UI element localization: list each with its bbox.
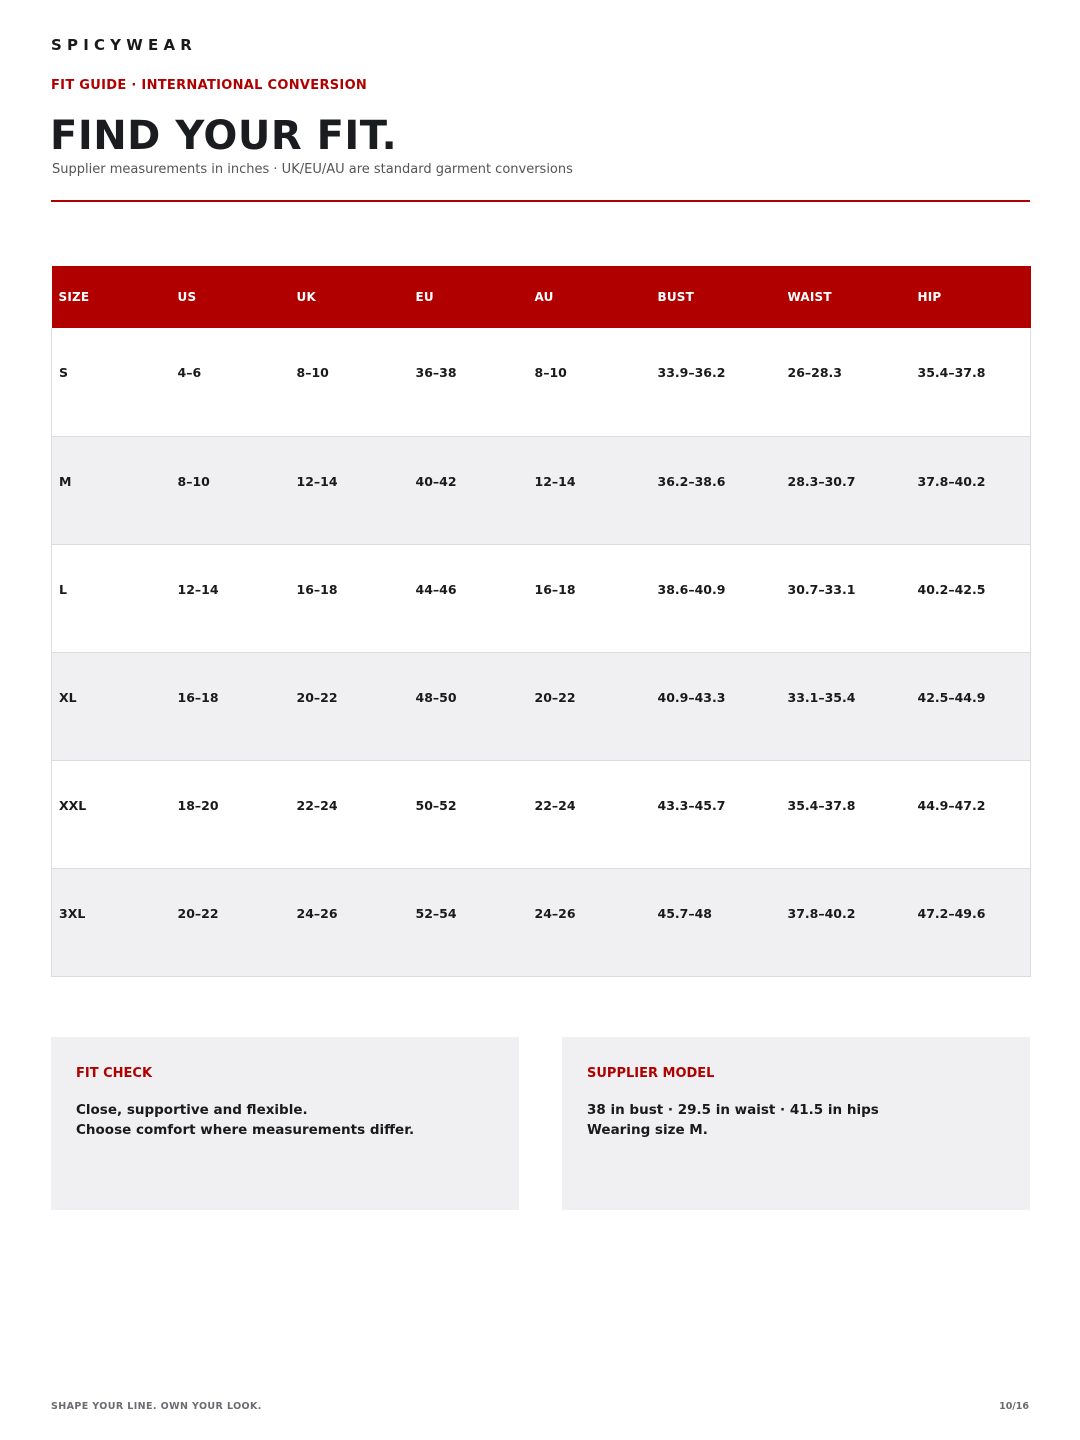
footer-tagline: SHAPE YOUR LINE. OWN YOUR LOOK.: [51, 1401, 262, 1412]
cell-waist: 26–28.3: [787, 365, 842, 381]
cell-hip: 47.2–49.6: [917, 905, 986, 921]
cell-eu: 52–54: [415, 905, 457, 921]
table-row: [52, 760, 1031, 868]
header-eu: EU: [415, 290, 434, 304]
cell-us: 8–10: [177, 473, 210, 489]
cell-au: 16–18: [534, 581, 576, 597]
cell-hip: 37.8–40.2: [917, 473, 986, 489]
cell-us: 16–18: [177, 689, 219, 705]
cell-hip: 35.4–37.8: [917, 365, 986, 381]
header-us: US: [177, 290, 197, 304]
cell-waist: 33.1–35.4: [787, 689, 856, 705]
cell-bust: 33.9–36.2: [657, 365, 726, 381]
size-conversion-table: [51, 266, 1031, 977]
cell-uk: 16–18: [296, 581, 338, 597]
cell-hip: 44.9–47.2: [917, 797, 986, 813]
cell-us: 12–14: [177, 581, 219, 597]
cell-uk: 22–24: [296, 797, 338, 813]
cell-size: S: [59, 365, 69, 381]
cell-eu: 40–42: [415, 473, 457, 489]
cell-au: 22–24: [534, 797, 576, 813]
cell-hip: 40.2–42.5: [917, 581, 986, 597]
table-row: [52, 652, 1031, 760]
fit-check-card: [51, 1037, 519, 1210]
cell-bust: 40.9–43.3: [657, 689, 726, 705]
cell-us: 4–6: [177, 365, 202, 381]
cell-uk: 20–22: [296, 689, 338, 705]
cell-au: 24–26: [534, 905, 576, 921]
title-divider: [51, 200, 1030, 202]
fit-check-title: FIT CHECK: [76, 1066, 153, 1081]
table-header-row: [52, 266, 1031, 328]
cell-size: 3XL: [59, 905, 86, 921]
supplier-model-line-2: Wearing size M.: [587, 1122, 708, 1138]
fit-check-line-2: Choose comfort where measurements differ.: [76, 1122, 415, 1138]
cell-size: XL: [59, 689, 77, 705]
section-kicker: FIT GUIDE · INTERNATIONAL CONVERSION: [51, 78, 368, 93]
page-number: 10/16: [999, 1401, 1029, 1412]
cell-au: 8–10: [534, 365, 567, 381]
cell-us: 20–22: [177, 905, 219, 921]
header-bust: BUST: [657, 290, 695, 304]
table-row: [52, 436, 1031, 544]
cell-bust: 38.6–40.9: [657, 581, 726, 597]
page-subtitle: Supplier measurements in inches · UK/EU/AU are standard garment conversions: [52, 162, 573, 177]
cell-bust: 36.2–38.6: [657, 473, 726, 489]
cell-uk: 12–14: [296, 473, 338, 489]
header-au: AU: [534, 290, 554, 304]
table-row: [52, 328, 1031, 436]
cell-uk: 24–26: [296, 905, 338, 921]
header-waist: WAIST: [787, 290, 832, 304]
cell-hip: 42.5–44.9: [917, 689, 986, 705]
cell-waist: 35.4–37.8: [787, 797, 856, 813]
cell-size: XXL: [59, 797, 87, 813]
fit-check-line-1: Close, supportive and flexible.: [76, 1102, 308, 1118]
cell-size: M: [59, 473, 72, 489]
brand-name: SPICYWEAR: [51, 36, 197, 54]
supplier-model-title: SUPPLIER MODEL: [587, 1066, 715, 1081]
cell-size: L: [59, 581, 67, 597]
cell-waist: 37.8–40.2: [787, 905, 856, 921]
cell-uk: 8–10: [296, 365, 329, 381]
cell-eu: 44–46: [415, 581, 457, 597]
cell-eu: 48–50: [415, 689, 457, 705]
header-size: SIZE: [58, 290, 90, 304]
cell-waist: 30.7–33.1: [787, 581, 856, 597]
cell-au: 20–22: [534, 689, 576, 705]
header-hip: HIP: [917, 290, 942, 304]
cell-bust: 43.3–45.7: [657, 797, 726, 813]
cell-eu: 36–38: [415, 365, 457, 381]
cell-au: 12–14: [534, 473, 576, 489]
cell-waist: 28.3–30.7: [787, 473, 856, 489]
supplier-model-card: [562, 1037, 1030, 1210]
cell-us: 18–20: [177, 797, 219, 813]
cell-bust: 45.7–48: [657, 905, 712, 921]
page-title: FIND YOUR FIT.: [50, 113, 398, 159]
cell-eu: 50–52: [415, 797, 457, 813]
header-uk: UK: [296, 290, 316, 304]
supplier-model-line-1: 38 in bust · 29.5 in waist · 41.5 in hips: [587, 1102, 879, 1118]
table-row: [52, 868, 1031, 976]
table-row: [52, 544, 1031, 652]
